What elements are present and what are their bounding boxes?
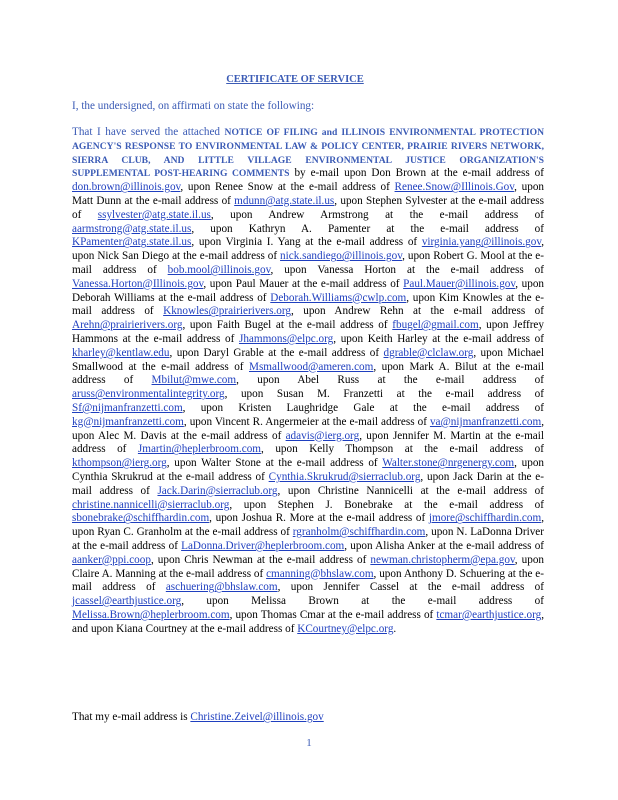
service-entry-text: , upon Robert G. Mool at the e-mail address of (72, 250, 544, 276)
service-entry-text: , upon Mark A. Bilut at the e-mail address of (72, 360, 545, 387)
service-entry-text: , upon Renee Snow at the e-mail address of (180, 181, 395, 194)
service-entry-text: , upon Jennifer M. Martin at the e-mail address of (72, 429, 544, 456)
service-email-link[interactable]: Sf@nijmanfranzetti.com (72, 401, 183, 414)
service-entry-text: , upon N. LaDonna Driver at the e-mail address of (72, 526, 544, 552)
service-email-link[interactable]: Cynthia.Skrukrud@sierraclub.org (268, 470, 421, 483)
service-email-link[interactable]: bob.mool@illinois.gov (167, 263, 271, 276)
service-paragraph (72, 126, 544, 636)
certificate-title (0, 74, 618, 85)
service-entry-text: , upon Matt Dunn at the e-mail address of (72, 181, 544, 207)
service-entry-text: , upon Daryl Grable at the e-mail address of (169, 346, 384, 359)
service-email-link[interactable]: jmore@schiffhardin.com (428, 512, 542, 525)
service-entry-text: , upon Virginia I. Yang at the e-mail address of (191, 236, 422, 249)
service-email-link[interactable]: sbonebrake@schiffhardin.com (72, 512, 210, 525)
service-email-link[interactable]: cmanning@bhslaw.com (266, 567, 374, 580)
service-email-link[interactable]: LaDonna.Driver@heplerbroom.com (181, 539, 345, 552)
service-email-link[interactable]: ssylvester@atg.state.il.us (97, 208, 211, 221)
service-entry-text: , upon Faith Bugel at the e-mail address of (182, 319, 393, 332)
service-email-link[interactable]: Msmallwood@ameren.com (249, 360, 374, 373)
service-email-link[interactable]: virginia.yang@illinois.gov (421, 236, 542, 249)
service-entry-text: , upon Jennifer Cassel at the e-mail address of (277, 581, 544, 594)
service-email-link[interactable]: nick.sandiego@illinois.gov (280, 250, 403, 263)
service-email-link[interactable]: Arehn@prairierivers.org (72, 319, 183, 332)
service-entry-text: , upon Ryan C. Granholm at the e-mail address of (72, 512, 544, 539)
service-email-link[interactable]: adavis@ierg.org (285, 429, 360, 442)
service-email-link[interactable]: don.brown@illinois.gov (72, 181, 181, 194)
service-email-link[interactable]: Vanessa.Horton@Illinois.gov (72, 277, 204, 290)
service-email-link[interactable]: aanker@ppi.coop (72, 553, 151, 566)
service-entry-text: , upon Kathryn A. Pamenter at the e-mail address of (191, 222, 544, 235)
service-email-link[interactable]: mdunn@atg.state.il.us (234, 194, 335, 207)
service-email-link[interactable]: rgranholm@schiffhardin.com (292, 526, 426, 539)
service-email-link[interactable]: kg@nijmanfranzetti.com (72, 415, 184, 428)
service-entry-text: , upon Susan M. Franzetti at the e-mail address of (224, 388, 544, 401)
service-entry-text: , upon Abel Russ at the e-mail address of (236, 374, 544, 387)
service-email-link[interactable]: dgrable@clclaw.org (383, 346, 474, 359)
service-entry-text: , upon Kristen Laughridge Gale at the e-mail address of (182, 401, 544, 414)
service-end: . (393, 622, 397, 635)
service-entry-text: , upon Keith Harley at the e-mail address of (333, 332, 544, 345)
service-entry-text: , upon Anthony D. Schuering at the e-mail address of (72, 567, 544, 594)
service-email-link[interactable]: tcmar@earthjustice.org (436, 608, 542, 621)
service-entry-text: , upon Stephen J. Bonebrake at the e-mail address of (229, 498, 544, 511)
service-email-link[interactable]: aruss@environmentalintegrity.org (72, 388, 225, 401)
service-email-link[interactable]: jcassel@earthjustice.org (72, 595, 182, 608)
service-email-link[interactable]: kharley@kentlaw.edu (72, 346, 170, 359)
service-email-link[interactable]: fbugel@gmail.com (392, 319, 479, 332)
service-entry-text: , upon Stephen Sylvester at the e-mail address of (72, 194, 544, 221)
closing-email-link[interactable]: Christine.Zeivel@illinois.gov (190, 711, 324, 723)
service-email-link[interactable]: Jhammons@elpc.org (238, 332, 334, 345)
service-email-link[interactable]: KCourtney@elpc.org (297, 622, 394, 635)
closing-statement (72, 711, 544, 723)
service-entry-text: by e-mail upon Don Brown at the e-mail address of (289, 167, 544, 180)
service-email-link[interactable]: Jack.Darin@sierraclub.org (157, 484, 278, 497)
page-number: 1 (306, 737, 312, 749)
service-email-link[interactable]: Deborah.Williams@cwlp.com (270, 291, 407, 304)
service-entry-text: , upon Deborah Williams at the e-mail address of (72, 277, 545, 304)
service-entry-text: , upon Kelly Thompson at the e-mail address of (261, 443, 544, 456)
service-email-link[interactable]: christine.nannicelli@sierraclub.org (72, 498, 230, 511)
service-entry-text: , upon Walter Stone at the e-mail address of (166, 457, 383, 470)
service-entry-text: , upon Paul Mauer at the e-mail address of (203, 277, 404, 290)
service-email-link[interactable]: Jmartin@heplerbroom.com (137, 443, 261, 456)
service-entry-text: , upon Jack Darin at the e-mail address of (72, 470, 544, 497)
service-entry-text: , upon Melissa Brown at the e-mail address of (181, 595, 544, 608)
certificate-title-text: CERTIFICATE OF SERVICE (226, 74, 364, 85)
served-prefix: That I have served the attached (72, 126, 221, 138)
intro-statement: I, the undersigned, on affirmati on state the following: (72, 100, 315, 112)
service-email-link[interactable]: kthompson@ierg.org (72, 457, 167, 470)
service-email-link[interactable]: aarmstrong@atg.state.il.us (72, 222, 192, 235)
service-entry-text: , upon Kim Knowles at the e-mail address of (72, 291, 544, 318)
service-email-link[interactable]: Renee.Snow@Illinois.Gov (394, 181, 515, 194)
service-list (72, 167, 544, 634)
service-entry-text: , upon Cynthia Skrukrud at the e-mail address of (72, 457, 544, 483)
closing-prefix: That my e-mail address is (72, 711, 191, 723)
service-email-link[interactable]: Kknowles@prairierivers.org (163, 305, 291, 318)
service-entry-text: , upon Alisha Anker at the e-mail address of (344, 539, 545, 552)
service-entry-text: , upon Nick San Diego at the e-mail address of (72, 236, 544, 263)
service-entry-text: , upon Claire A. Manning at the e-mail address of (72, 553, 544, 580)
service-entry-text: , upon Andrew Armstrong at the e-mail address of (210, 208, 544, 221)
service-entry-text: , upon Chris Newman at the e-mail address of (150, 553, 371, 566)
service-email-link[interactable]: Paul.Mauer@illinois.gov (403, 277, 516, 290)
service-entry-text: , and upon Kiana Courtney at the e-mail address of (72, 608, 544, 635)
service-email-link[interactable]: KPamenter@atg.state.il.us (72, 236, 192, 249)
service-entry-text: , upon Joshua R. More at the e-mail address of (209, 512, 429, 525)
service-entry-text: , upon Christine Nannicelli at the e-mail address of (277, 484, 544, 497)
service-entry-text: , upon Andrew Rehn at the e-mail address of (290, 305, 544, 318)
served-document-title: NOTICE OF FILING and ILLINOIS ENVIRONMENTAL PROTECTION AGENCY'S RESPONSE TO ENVIRONMENTAL LAW & POLICY CENTER, PRAIRIE RIVERS NETWORK, SIERRA CLUB, AND LITTLE VILLAGE ENVIRONMENTAL JUSTICE ORGANIZATION'S SUPPLEMENTAL POST-HEARING COMMENTS (72, 127, 545, 180)
service-email-link[interactable]: Melissa.Brown@heplerbroom.com (72, 608, 230, 621)
service-entry-text: , upon Thomas Cmar at the e-mail address of (229, 608, 437, 621)
service-entry-text: , upon Vincent R. Angermeier at the e-mail address of (183, 415, 430, 428)
service-entry-text: , upon Vanessa Horton at the e-mail address of (270, 263, 544, 276)
service-email-link[interactable]: newman.christopherm@epa.gov (370, 553, 515, 566)
service-email-link[interactable]: aschuering@bhslaw.com (165, 581, 278, 594)
service-email-link[interactable]: va@nijmanfranzetti.com (429, 415, 542, 428)
service-entry-text: , upon Michael Smallwood at the e-mail address of (72, 346, 544, 373)
service-email-link[interactable]: Walter.stone@nrgenergy.com (382, 457, 515, 470)
service-entry-text: , upon Jeffrey Hammons at the e-mail address of (72, 319, 544, 345)
service-email-link[interactable]: Mbilut@mwe.com (151, 374, 237, 387)
service-entry-text: , upon Alec M. Davis at the e-mail address of (72, 415, 544, 442)
